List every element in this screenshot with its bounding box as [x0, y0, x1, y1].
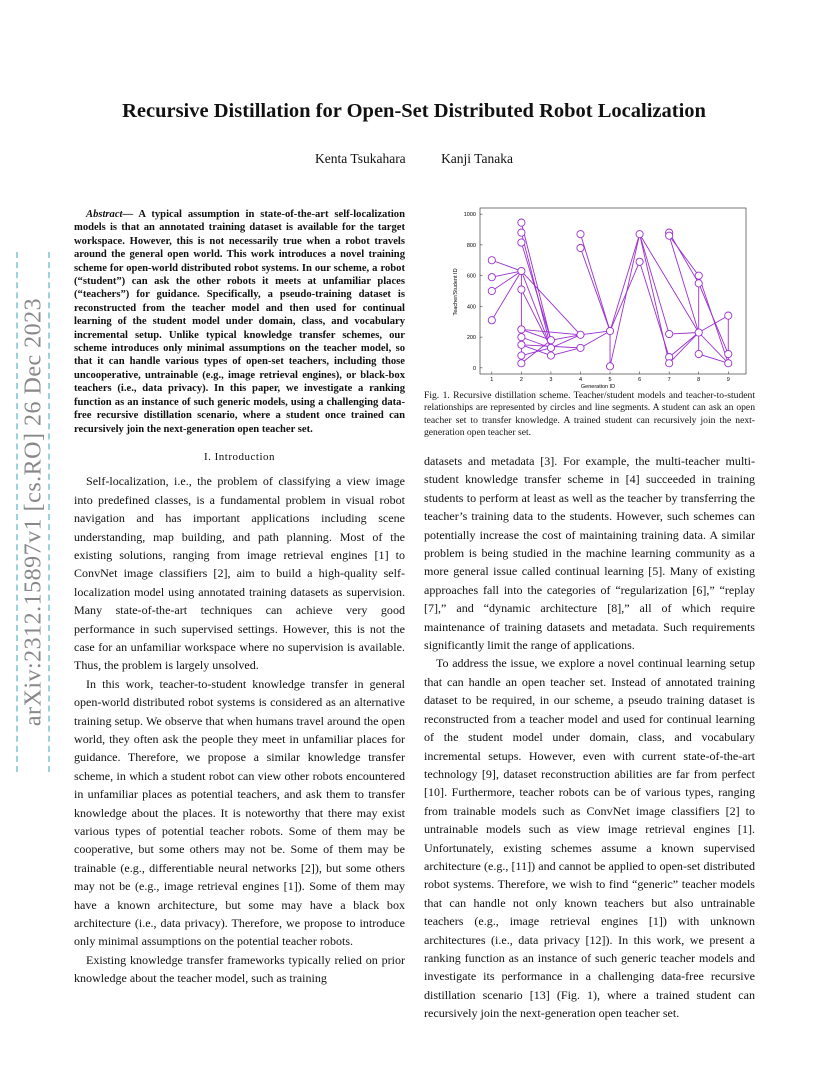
model-node — [666, 232, 673, 239]
abstract-text: — A typical assumption in state-of-the-art self-localization models is that an annotated training dataset is available for the target workspace. However, this is not necessarily true when a robot travels around the general open world. This work introduces a novel training scheme for open-world distributed robot systems. In our scheme, a robot (“student”) can ask the other robots it meets at unfamiliar places (“teachers”) for guidance. Specifically, a pseudo-training dataset is reconstructed from the teacher model and then used for continual learning of the student model under domain, class, and vocabulary incremental setup. Unlike typical knowledge transfer schemes, our scheme introduces only minimal assumptions on the teacher model, so that it can handle various types of open-set teachers, including those uncooperative, untrainable (e.g., image retrieval engines), or black-box teachers (i.e., data privacy). In this paper, we investigate a ranking function as an instance of such generic models, using a challenging data-free recursive distillation scenario, where a student once trained can recursively join the next-generation open teacher set. — [74, 209, 405, 435]
y-tick-label: 800 — [466, 242, 476, 249]
y-tick-label: 400 — [466, 304, 476, 311]
model-node — [606, 363, 613, 370]
figure-1 — [428, 200, 756, 390]
arxiv-stamp — [14, 252, 54, 772]
model-node — [666, 360, 673, 367]
x-tick-label: 1 — [490, 377, 494, 383]
model-node — [577, 231, 584, 238]
teacher-student-link — [551, 335, 581, 348]
model-node — [695, 272, 702, 279]
x-tick-label: 6 — [638, 377, 642, 383]
teacher-student-link — [610, 262, 640, 331]
model-node — [518, 267, 525, 274]
model-node — [695, 280, 702, 287]
x-tick-label: 4 — [578, 377, 583, 383]
section-heading: I. Introduction — [203, 450, 276, 463]
teacher-student-link — [521, 243, 551, 341]
teacher-student-link — [521, 271, 580, 335]
teacher-student-link — [492, 260, 522, 271]
model-node — [725, 312, 732, 319]
model-node — [547, 337, 554, 344]
model-node — [725, 350, 732, 357]
paragraph: Self-localization, i.e., the problem of classifying a view image into predefined classes, is a fundamental problem in visual robot navigation and has important applications including scene understanding, map building, and path planning. Most of the existing solutions, ranging from image retrieval engines [1] to ConvNet image classifiers [2], aim to build a high-quality self-localization model using annotated training datasets as supervision. Many state-of-the-art techniques can achieve very good performance in such supervised settings. However, this is not the case for an unfamiliar workspace where no supervision is available. Thus, the problem is largely unsolved. — [74, 474, 405, 673]
figure-caption: Fig. 1. Recursive distillation scheme. Teacher/student models and teacher-to-student relationships are represented by circles and line segments. A student can ask an open teacher set to transfer knowledge. A trained student can recursively join the next-generation open teacher set. — [424, 390, 755, 439]
paragraph: datasets and metadata [3]. For example, the multi-teacher multi-student knowledge transfer scheme in [4] succeeded in training students to perform at least as well as the teacher by transferring the teacher’s training data to the students. However, such schemes can potentially increase the cost of maintaining training data. A similar problem is being studied in the machine learning community as a more general issue called continual learning [5]. Many of existing approaches fall into the categories of “regularization [6],” “replay [7],” and “dynamic architecture [8],” all of which require maintenance of training datasets and metadata. Such requirements significantly limit the range of applications. — [424, 454, 755, 653]
teacher-student-link — [580, 248, 610, 331]
x-tick-label: 3 — [549, 377, 553, 383]
teacher-student-link — [521, 340, 551, 363]
teacher-student-link — [580, 331, 610, 335]
paragraph: In this work, teacher-to-student knowledge transfer in general open-world distributed robot systems is considered as an alternative training setup. We observe that when humans travel around the open world, they often ask the people they meet in unfamiliar places for guidance. Therefore, we propose a similar knowledge transfer scheme, in which a student robot can view other robots encountered in unfamiliar places as potential teachers, and ask them to transfer knowledge about the places. It is noteworthy that there may exist various types of potential teacher robots. Some of them may be cooperative, but some others may not be. Some of them may be trainable (e.g., differentiable neural networks [2]), but some others may not be (e.g., image retrieval engines [1]). Some of them may have a known architecture, but some may have a black box architecture (i.e., data privacy). Therefore, we propose to introduce only minimal assumptions on the potential teacher robots. — [74, 676, 405, 949]
plot-links — [492, 223, 728, 367]
teacher-student-link — [610, 234, 640, 331]
x-tick-label: 8 — [697, 377, 701, 383]
x-tick-label: 5 — [608, 377, 612, 383]
x-tick-label: 9 — [726, 377, 730, 383]
teacher-student-link — [669, 333, 699, 358]
model-node — [518, 286, 525, 293]
y-tick-label: 600 — [466, 273, 476, 280]
model-node — [488, 274, 495, 281]
model-node — [518, 326, 525, 333]
author-list — [60, 151, 768, 167]
teacher-student-link — [580, 331, 610, 348]
model-node — [695, 329, 702, 336]
model-node — [488, 257, 495, 264]
abstract — [74, 208, 405, 436]
left-column — [74, 208, 405, 988]
right-column — [424, 452, 755, 1023]
arxiv-stamp-text: arXiv:2312.15897v1 [cs.RO] 26 Dec 2023 — [20, 297, 47, 727]
model-node — [547, 352, 554, 359]
teacher-student-link — [551, 348, 581, 356]
model-node — [518, 239, 525, 246]
model-node — [547, 344, 554, 351]
model-node — [695, 350, 702, 357]
model-node — [636, 258, 643, 265]
model-node — [488, 317, 495, 324]
x-tick-label: 2 — [519, 377, 523, 383]
teacher-student-link — [610, 234, 640, 366]
model-node — [518, 341, 525, 348]
model-node — [488, 287, 495, 294]
abstract-label: Abstract — [86, 209, 123, 220]
teacher-student-link — [669, 233, 699, 284]
model-node — [518, 219, 525, 226]
teacher-student-link — [640, 234, 699, 332]
model-node — [518, 229, 525, 236]
teacher-student-link — [580, 234, 610, 331]
teacher-student-link — [699, 283, 729, 354]
y-axis-label: Teacher/Student ID — [453, 268, 459, 316]
y-tick-label: 1000 — [463, 212, 476, 219]
paper-title: Recursive Distillation for Open-Set Distributed Robot Localization — [122, 100, 706, 122]
model-node — [577, 344, 584, 351]
model-node — [518, 352, 525, 359]
teacher-student-link — [521, 329, 580, 334]
model-node — [725, 360, 732, 367]
model-node — [577, 331, 584, 338]
model-node — [636, 231, 643, 238]
y-tick-label: 200 — [466, 335, 476, 342]
model-node — [577, 244, 584, 251]
model-node — [518, 334, 525, 341]
teacher-student-link — [669, 333, 699, 364]
x-axis-label: Generation ID — [580, 384, 616, 390]
model-node — [606, 327, 613, 334]
x-tick-label: 7 — [667, 377, 671, 383]
paragraph: To address the issue, we explore a novel continual learning setup that can handle an open teacher set. Instead of annotated training dataset to be required, in our scheme, a pseudo training dataset is reconstructed from a teacher model and used for continual learning of the student model under domain, class, and vocabulary incremental setups. However, even with current state-of-the-art technology [9], dataset reconstruction abilities are far from perfect [10]. Furthermore, teacher robots can be of various types, ranging from trainable models such as ConvNet image classifiers [2] to untrainable models such as view image retrieval engines [1]. Unfortunately, existing schemes assume a known supervised architecture (e.g., [11]) and cannot be applied to open-set distributed robot systems. Therefore, we wish to find “generic” teacher models that can handle not only known teachers but also untrainable teachers (e.g., image retrieval engines [1]) with unknown architectures (i.e., data privacy [12]). In this work, we present a ranking function as an instance of such generic teacher models and investigate its performance in a challenging data-free recursive distillation scenario [13] (Fig. 1), where a trained student can recursively join the next-generation open teacher set. — [424, 656, 755, 1021]
model-node — [666, 330, 673, 337]
teacher-student-link — [551, 335, 581, 340]
model-node — [518, 360, 525, 367]
teacher-student-link — [669, 236, 699, 333]
y-tick-label: 0 — [472, 365, 476, 372]
teacher-student-link — [640, 234, 670, 334]
author-name: Kenta Tsukahara — [315, 151, 406, 166]
teacher-student-link — [669, 236, 699, 276]
author-name: Kanji Tanaka — [441, 151, 513, 166]
recursive-distillation-plot — [428, 200, 756, 390]
teacher-student-link — [669, 333, 699, 335]
paragraph: Existing knowledge transfer frameworks typically relied on prior knowledge about the teacher model, such as training — [74, 952, 405, 986]
teacher-student-link — [492, 271, 522, 320]
